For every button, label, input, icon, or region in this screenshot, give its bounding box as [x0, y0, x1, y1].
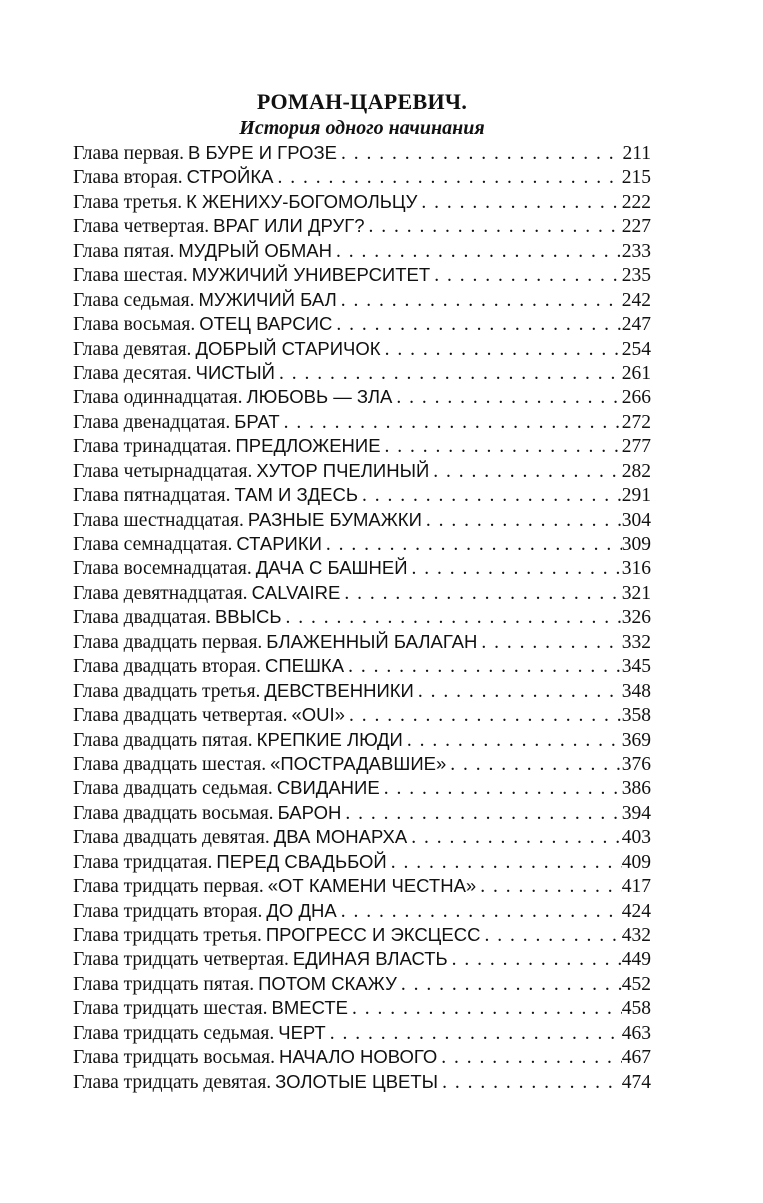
chapter-title: ВМЕСТЕ [271, 997, 348, 1019]
chapter-label: Глава первая. [73, 143, 184, 164]
dot-leader [418, 680, 622, 703]
book-subtitle: История одного начинания [239, 117, 485, 139]
chapter-label: Глава двадцать вторая. [73, 656, 261, 678]
page-number: 242 [621, 289, 651, 311]
chapter-title: БРАТ [234, 410, 280, 432]
toc-entry [73, 556, 651, 580]
dot-leader [384, 777, 622, 800]
chapter-title: КРЕПКИЕ ЛЮДИ [256, 728, 403, 750]
dot-leader [348, 655, 622, 678]
dot-leader [480, 875, 622, 898]
dot-leader [336, 240, 622, 263]
chapter-label: Глава двенадцатая. [73, 411, 231, 433]
chapter-label: Глава шестнадцатая. [73, 509, 244, 531]
chapter-title: МУЖИЧИЙ БАЛ [198, 288, 337, 310]
toc-entry [73, 312, 651, 336]
page-number: 233 [621, 240, 651, 262]
page-number: 348 [621, 680, 651, 702]
chapter-title: СПЕШКА [264, 655, 345, 677]
dot-leader [412, 557, 622, 580]
toc-entry [73, 141, 651, 165]
chapter-title: ПЕРЕД СВАДЬБОЙ [216, 850, 387, 872]
chapter-title: ЧЕРТ [278, 1021, 326, 1043]
chapter-label: Глава двадцать шестая. [73, 753, 267, 775]
chapter-title: ВВЫСЬ [214, 606, 282, 628]
toc-entry [73, 972, 651, 996]
chapter-title: БЛАЖЕННЫЙ БАЛАГАН [266, 630, 478, 652]
page-number: 261 [621, 362, 651, 384]
chapter-label: Глава тридцать девятая. [73, 1071, 272, 1093]
dot-leader [362, 484, 622, 507]
page-number: 277 [621, 436, 651, 458]
chapter-label: Глава тридцать вторая. [73, 900, 263, 922]
chapter-label: Глава тридцать седьмая. [73, 1022, 275, 1044]
chapter-title: СТРОЙКА [186, 166, 274, 188]
page-number: 345 [621, 656, 651, 678]
page-number: 474 [621, 1071, 651, 1093]
chapter-title: ПРЕДЛОЖЕНИЕ [235, 435, 381, 457]
chapter-label: Глава четырнадцатая. [73, 460, 253, 482]
dot-leader [434, 264, 622, 287]
dot-leader [286, 606, 622, 629]
dot-leader [341, 289, 622, 312]
dot-leader [433, 460, 622, 483]
dot-leader [341, 900, 622, 923]
page-number: 358 [621, 705, 651, 727]
dot-leader [349, 704, 622, 727]
chapter-title: ЧИСТЫЙ [195, 361, 275, 383]
dot-leader [421, 191, 621, 214]
toc-entry [73, 996, 651, 1020]
chapter-title: НАЧАЛО НОВОГО [278, 1046, 438, 1068]
chapter-label: Глава двадцать девятая. [73, 827, 270, 849]
chapter-title: ДВА МОНАРХА [273, 826, 408, 848]
dot-leader [284, 411, 622, 434]
page-number: 227 [621, 216, 651, 238]
toc-entry [73, 1070, 651, 1094]
chapter-label: Глава девятнадцатая. [73, 582, 248, 604]
chapter-title: ЛЮБОВЬ — ЗЛА [246, 386, 393, 408]
chapter-title: ТАМ И ЗДЕСЬ [234, 484, 359, 506]
chapter-title: ДОБРЫЙ СТАРИЧОК [195, 337, 381, 359]
dot-leader [385, 338, 622, 361]
toc-entry [73, 605, 651, 629]
chapter-title: СВИДАНИЕ [276, 777, 380, 799]
chapter-label: Глава девятая. [73, 338, 192, 360]
toc-entry [73, 581, 651, 605]
toc-entry [73, 874, 651, 898]
page-number: 215 [621, 167, 651, 189]
dot-leader [401, 973, 622, 996]
page-number: 332 [621, 631, 651, 653]
chapter-label: Глава тридцать шестая. [73, 998, 268, 1020]
chapter-label: Глава десятая. [73, 362, 192, 384]
page-number: 211 [622, 143, 651, 164]
page-number: 291 [621, 485, 651, 507]
chapter-label: Глава тридцать пятая. [73, 973, 255, 995]
chapter-label: Глава семнадцатая. [73, 534, 233, 555]
page-number: 309 [621, 534, 651, 555]
chapter-title: ОТЕЦ ВАРСИС [199, 313, 333, 335]
chapter-label: Глава тридцать восьмая. [73, 1047, 275, 1069]
page-number: 417 [621, 876, 651, 898]
page-number: 409 [621, 851, 651, 873]
chapter-label: Глава двадцать седьмая. [73, 778, 273, 800]
dot-leader [277, 166, 621, 189]
dot-leader [484, 924, 621, 947]
chapter-title: ХУТОР ПЧЕЛИНЫЙ [256, 459, 430, 481]
chapter-title: ДО ДНА [266, 899, 337, 921]
toc-entry [73, 1045, 651, 1069]
page-number: 432 [621, 925, 651, 946]
toc-entry [73, 459, 651, 483]
toc-entry [73, 361, 651, 385]
chapter-label: Глава третья. [73, 191, 183, 213]
toc-entry [73, 850, 651, 874]
chapter-label: Глава двадцать четвертая. [73, 705, 288, 727]
page-number: 247 [621, 314, 651, 336]
chapter-title: «ОТ КАМЕНИ ЧЕСТНА» [267, 875, 477, 897]
page-number: 376 [621, 753, 651, 775]
dot-leader [326, 533, 622, 556]
toc-page [73, 88, 651, 1094]
page-number: 326 [621, 607, 651, 629]
chapter-label: Глава тридцать третья. [73, 925, 262, 946]
page-number: 386 [621, 778, 651, 800]
chapter-label: Глава тридцать четвертая. [73, 949, 289, 971]
chapter-title: МУДРЫЙ ОБМАН [178, 239, 332, 261]
chapter-label: Глава двадцать пятая. [73, 729, 253, 751]
toc-entry [73, 385, 651, 409]
toc-entry [73, 947, 651, 971]
chapter-label: Глава одиннадцатая. [73, 387, 243, 409]
page-number: 403 [621, 827, 651, 849]
dot-leader [369, 215, 622, 238]
dot-leader [341, 142, 622, 165]
chapter-label: Глава тридцатая. [73, 851, 213, 873]
toc-entry [73, 532, 651, 556]
chapter-title: ЕДИНАЯ ВЛАСТЬ [292, 948, 448, 970]
chapter-label: Глава пятнадцатая. [73, 485, 231, 507]
chapter-title: «ПОСТРАДАВШИЕ» [270, 752, 447, 774]
chapter-title: ПОТОМ СКАЖУ [258, 972, 397, 994]
dot-leader [481, 631, 621, 654]
chapter-title: ЗОЛОТЫЕ ЦВЕТЫ [275, 1070, 439, 1092]
dot-leader [411, 826, 622, 849]
page-number: 452 [621, 973, 651, 995]
toc-entry [73, 434, 651, 458]
dot-leader [279, 362, 622, 385]
dot-leader [396, 386, 621, 409]
toc-entry [73, 630, 651, 654]
chapter-label: Глава седьмая. [73, 289, 195, 311]
toc-entry [73, 654, 651, 678]
page-number: 235 [621, 265, 651, 287]
dot-leader [352, 997, 622, 1020]
dot-leader [385, 435, 622, 458]
chapter-label: Глава шестая. [73, 265, 188, 287]
page-number: 222 [621, 191, 651, 213]
chapter-title: ПРОГРЕСС И ЭКСЦЕСС [265, 924, 481, 945]
page-number: 467 [621, 1047, 651, 1069]
dot-leader [391, 851, 622, 874]
chapter-title: ДЕВСТВЕННИКИ [264, 679, 414, 701]
chapter-label: Глава двадцать первая. [73, 631, 263, 653]
toc-entry [73, 776, 651, 800]
table-of-contents [73, 141, 651, 1094]
toc-entry [73, 483, 651, 507]
page-number: 458 [621, 998, 651, 1020]
chapter-label: Глава вторая. [73, 167, 183, 189]
dot-leader [330, 1022, 622, 1045]
page-number: 266 [621, 387, 651, 409]
chapter-title: РАЗНЫЕ БУМАЖКИ [247, 508, 422, 530]
chapter-title: БАРОН [277, 801, 342, 823]
dot-leader [426, 509, 622, 532]
chapter-title: «OUI» [291, 704, 345, 726]
chapter-label: Глава двадцать восьмая. [73, 802, 274, 824]
chapter-title: ВРАГ ИЛИ ДРУГ? [213, 215, 365, 237]
toc-entry [73, 263, 651, 287]
page-number: 304 [621, 509, 651, 531]
page-number: 449 [621, 949, 651, 971]
chapter-label: Глава четвертая. [73, 216, 210, 238]
dot-leader [345, 802, 621, 825]
toc-entry [73, 923, 651, 947]
dot-leader [442, 1071, 622, 1094]
toc-entry [73, 801, 651, 825]
toc-entry [73, 703, 651, 727]
page-number: 316 [621, 558, 651, 580]
chapter-title: СТАРИКИ [236, 533, 322, 554]
toc-entry [73, 679, 651, 703]
chapter-label: Глава двадцать третья. [73, 680, 261, 702]
dot-leader [336, 313, 621, 336]
toc-entry [73, 288, 651, 312]
toc-entry [73, 899, 651, 923]
page-number: 424 [621, 900, 651, 922]
chapter-label: Глава восемнадцатая. [73, 558, 252, 580]
chapter-label: Глава пятая. [73, 240, 175, 262]
page-number: 369 [621, 729, 651, 751]
toc-entry [73, 752, 651, 776]
page-number: 282 [621, 460, 651, 482]
chapter-label: Глава тринадцатая. [73, 436, 232, 458]
toc-entry [73, 508, 651, 532]
toc-entry [73, 825, 651, 849]
chapter-title: В БУРЕ И ГРОЗЕ [187, 142, 338, 163]
page-number: 321 [621, 582, 651, 604]
toc-entry [73, 1021, 651, 1045]
page-number: 254 [621, 338, 651, 360]
page-number: 272 [621, 411, 651, 433]
book-title: РОМАН-ЦАРЕВИЧ. [256, 89, 468, 114]
chapter-label: Глава двадцатая. [73, 607, 211, 629]
chapter-title: ДАЧА С БАШНЕЙ [255, 557, 408, 579]
dot-leader [452, 948, 622, 971]
dot-leader [344, 582, 621, 605]
toc-entry [73, 239, 651, 263]
toc-entry [73, 337, 651, 361]
chapter-title: МУЖИЧИЙ УНИВЕРСИТЕТ [191, 264, 431, 286]
dot-leader [441, 1046, 622, 1069]
toc-entry [73, 214, 651, 238]
toc-entry [73, 165, 651, 189]
dot-leader [450, 753, 622, 776]
toc-entry [73, 728, 651, 752]
dot-leader [407, 729, 622, 752]
chapter-label: Глава тридцать первая. [73, 876, 264, 898]
page-number: 394 [621, 802, 651, 824]
chapter-title: CALVAIRE [251, 581, 341, 603]
page-number: 463 [621, 1022, 651, 1044]
toc-entry [73, 410, 651, 434]
chapter-label: Глава восьмая. [73, 314, 196, 336]
chapter-title: К ЖЕНИХУ-БОГОМОЛЬЦУ [186, 190, 418, 212]
toc-entry [73, 190, 651, 214]
